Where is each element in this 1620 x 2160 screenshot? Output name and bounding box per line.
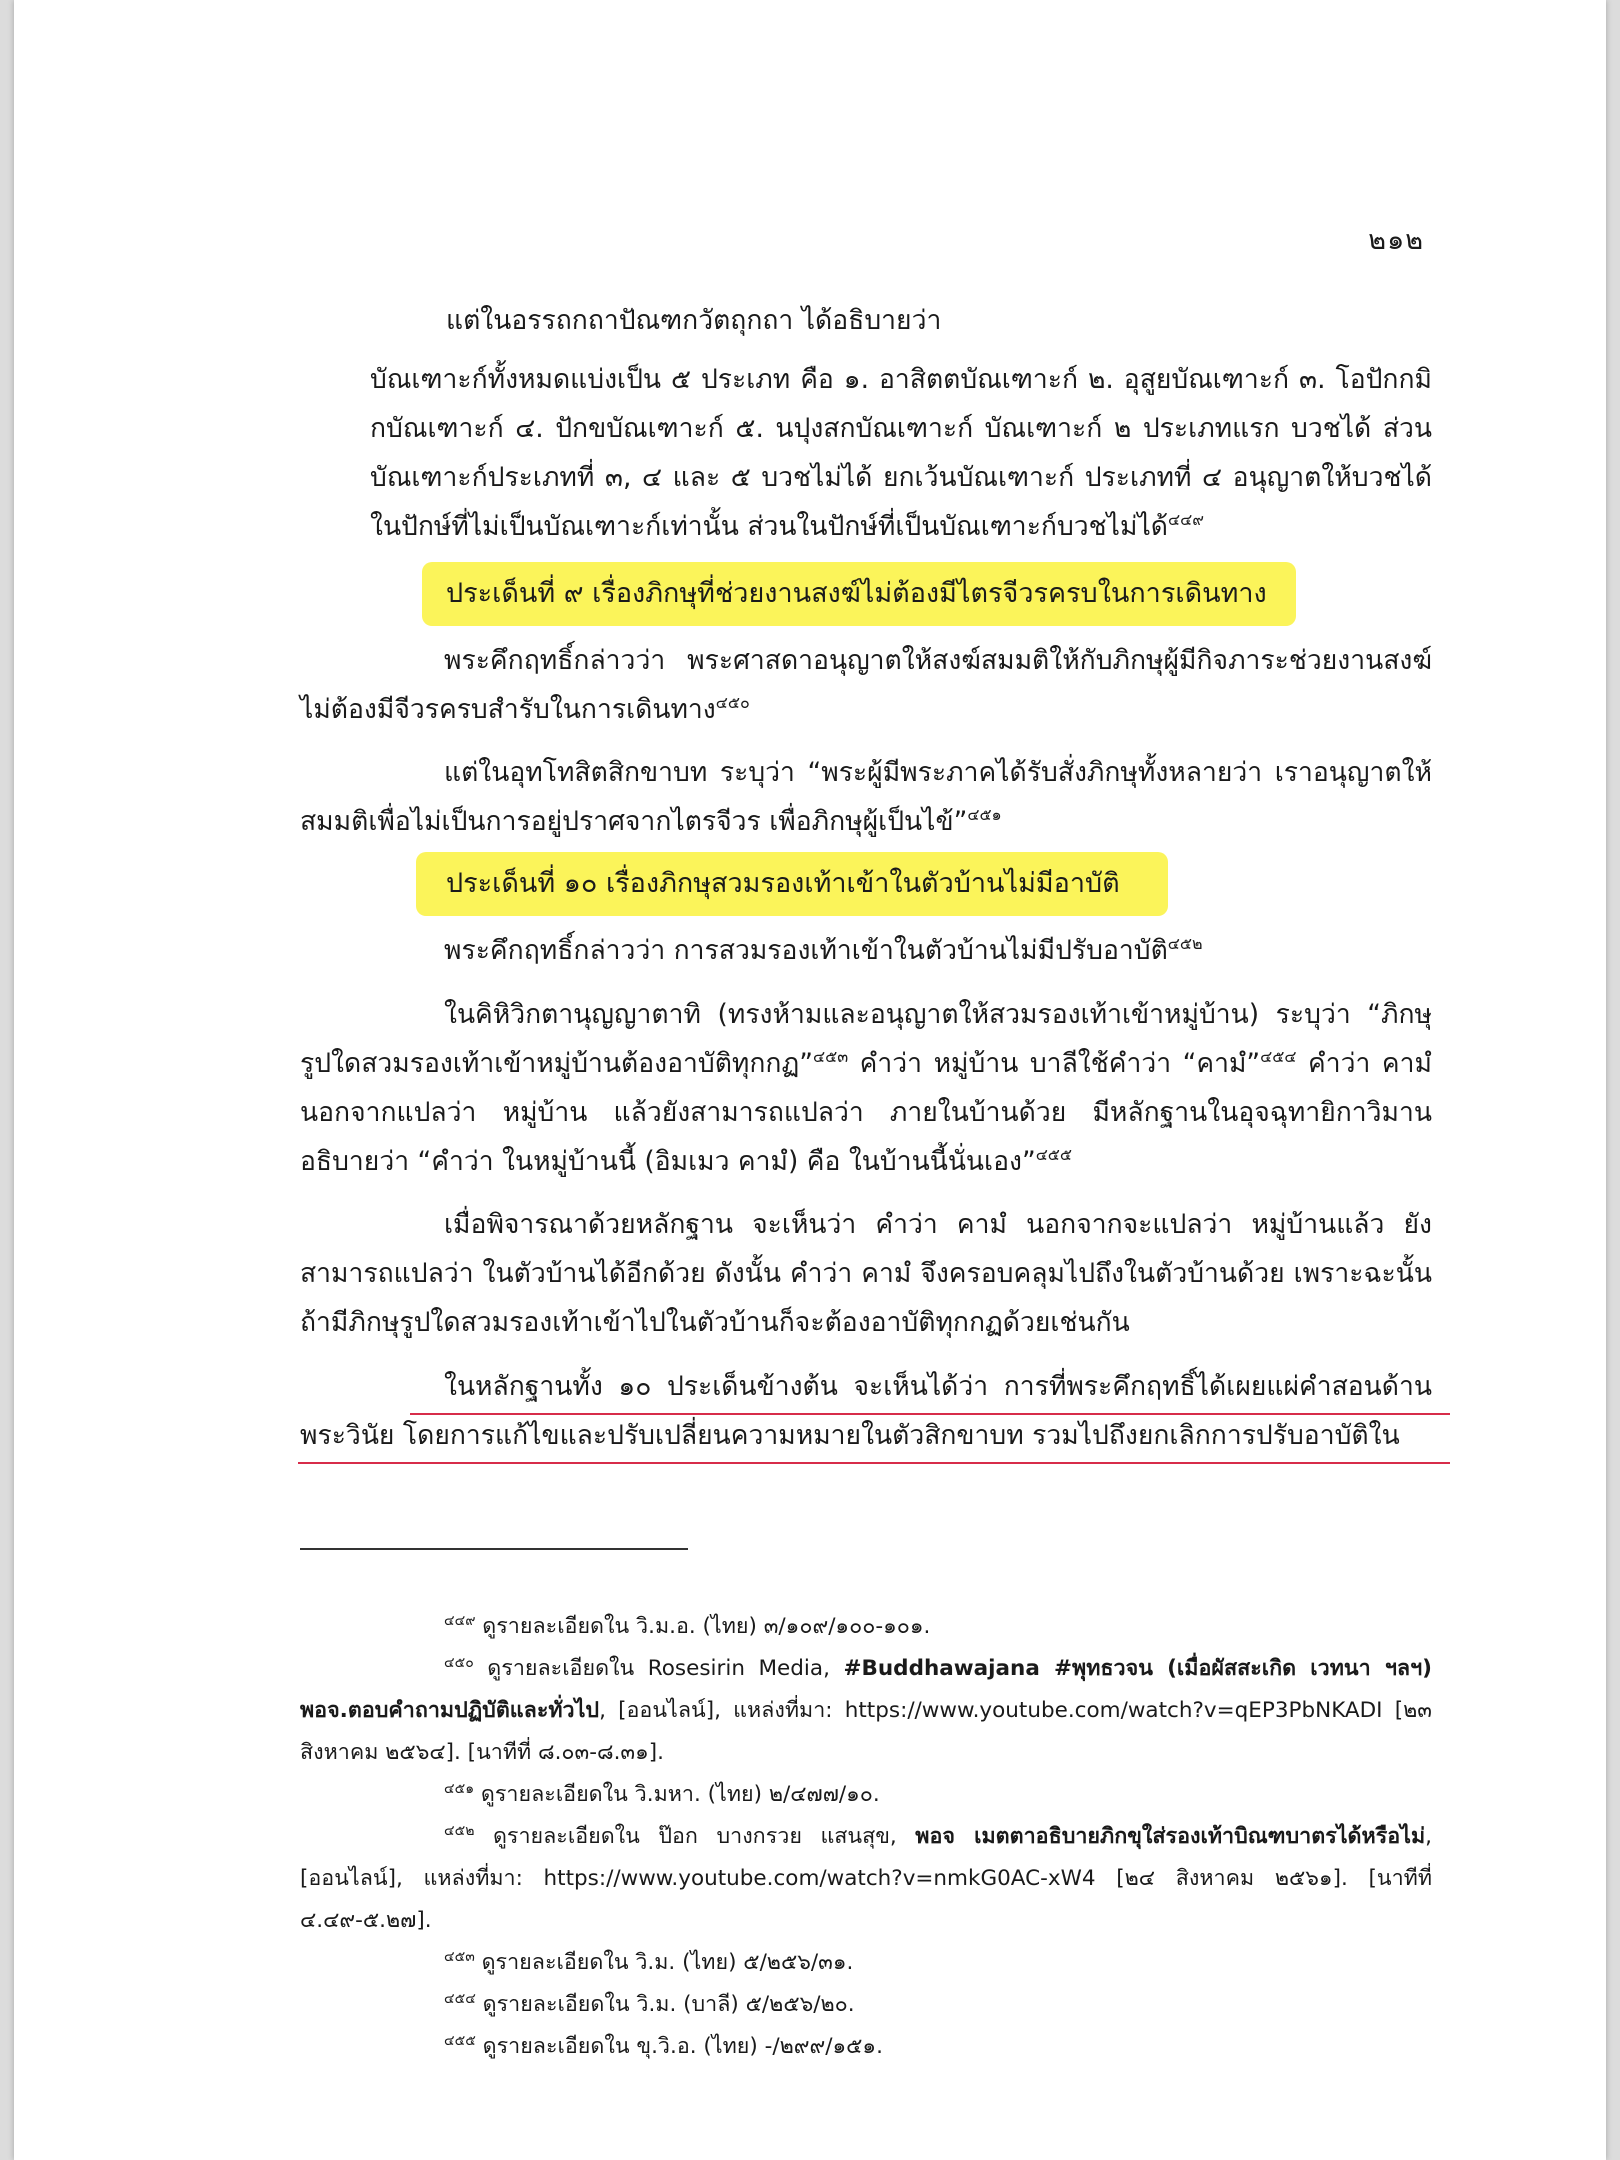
footnote-454: $^{๔๕๔}$ ดูรายละเอียดใน วิ.ม. (บาลี) ๕/๒๕๖/๒๐. [444,1990,855,2017]
footnote-ref-455[interactable]: ๔๕๕ [1035,1145,1073,1165]
paragraph-blockquote: บัณเฑาะก์ทั้งหมดแบ่งเป็น ๕ ประเภท คือ ๑. อาสิตตบัณเฑาะก์ ๒. อุสูยบัณเฑาะก์ ๓. โอปักกมิกบัณเฑาะก์ ๔. ปักขบัณเฑาะก์ ๕. นปุงสกบัณเฑาะก์ บัณเฑาะก์ ๒ ประเภทแรก บวชได้ ส่วนบัณเฑาะก์ประเภทที่ ๓, ๔ และ ๕ บวชไม่ได้ ยกเว้นบัณเฑาะก์ ประเภทที่ ๔ อนุญาตให้บวชได้ในปักษ์ที่ไม่เป็นบัณเฑาะก์เท่านั้น ส่วนในปักษ์ที่เป็นบัณเฑาะก์บวชไม่ได้$^{๔๔๙}$ [370,364,1432,542]
footnote-452: $^{๔๕๒}$ ดูรายละเอียดใน ป๊อก บางกรวย แสนสุข, พอจ เมตตาอธิบายภิกขุใส่รองเท้าบิณฑบาตรได้หรือไม่, [ออนไลน์], แหล่งที่มา: https://www.youtube.com/watch?v=nmkG0AC-xW4 [๒๔ สิงหาคม ๒๕๖๑]. [นาทีที่ ๔.๔๙-๕.๒๗]. [300,1822,1432,1933]
footnote-ref-449[interactable]: ๔๔๙ [1168,510,1204,530]
paragraph-conclusion: ในหลักฐานทั้ง ๑๐ ประเด็นข้างต้น จะเห็นได้ว่า การที่พระคึกฤทธิ์ได้เผยแผ่คำสอนด้านพระวินัย โดยการแก้ไขและปรับเปลี่ยนความหมายในตัวสิกขาบท รวมไปถึงยกเลิกการปรับอาบัติใน [300,1371,1432,1451]
footnote-453: $^{๔๕๓}$ ดูรายละเอียดใน วิ.ม. (ไทย) ๕/๒๕๖/๓๑. [444,1948,854,1975]
paragraph-claim-10: พระคึกฤทธิ์กล่าวว่า การสวมรองเท้าเข้าในตัวบ้านไม่มีปรับอาบัติ$^{๔๕๒}$ [444,934,1203,966]
document-page [14,0,1606,2160]
section-heading-9: ประเด็นที่ ๙ เรื่องภิกษุที่ช่วยงานสงฆ์ไม่ต้องมีไตรจีวรครบในการเดินทาง [446,578,1267,609]
footnote-ref-452[interactable]: ๔๕๒ [1167,934,1203,954]
footnote-separator [300,1548,688,1550]
footnote-ref-450[interactable]: ๔๕๐ [715,693,750,713]
paragraph-intro: แต่ในอรรถกถาปัณฑกวัตถุกถา ได้อธิบายว่า [446,305,942,336]
red-underline-1 [410,1413,1450,1415]
paragraph-consideration: เมื่อพิจารณาด้วยหลักฐาน จะเห็นว่า คำว่า คามํ นอกจากจะแปลว่า หมู่บ้านแล้ว ยังสามารถแปลว่า ในตัวบ้านได้อีกด้วย ดังนั้น คำว่า คามํ จึงครอบคลุมไปถึงในตัวบ้านด้วย เพราะฉะนั้น ถ้ามีภิกษุรูปใดสวมรองเท้าเข้าไปในตัวบ้านก็จะต้องอาบัติทุกกฏด้วยเช่นกัน [300,1209,1432,1338]
footnote-451: $^{๔๕๑}$ ดูรายละเอียดใน วิ.มหา. (ไทย) ๒/๔๗๗/๑๐. [444,1780,880,1807]
footnote-455: $^{๔๕๕}$ ดูรายละเอียดใน ขุ.วิ.อ. (ไทย) -/๒๙๙/๑๕๑. [444,2032,883,2059]
footnote-450: $^{๔๕๐}$ ดูรายละเอียดใน Rosesirin Media, #Buddhawajana #พุทธวจน (เมื่อผัสสะเกิด เวทนา ฯลฯ) พอจ.ตอบคำถามปฏิบัติและทั่วไป, [ออนไลน์], แหล่งที่มา: https://www.youtube.com/watch?v=qEP3PbNKADI [๒๓ สิงหาคม ๒๕๖๔]. [นาทีที่ ๘.๐๓-๘.๓๑]. [300,1654,1432,1765]
paragraph-evidence-9: แต่ในอุทโทสิตสิกขาบท ระบุว่า “พระผู้มีพระภาคได้รับสั่งภิกษุทั้งหลายว่า เราอนุญาตให้สมมติเพื่อไม่เป็นการอยู่ปราศจากไตรจีวร เพื่อภิกษุผู้เป็นไข้”$^{๔๕๑}$ [300,757,1432,837]
paragraph-evidence-10: ในคิหิวิกตานุญญาตาทิ (ทรงห้ามและอนุญาตให้สวมรองเท้าเข้าหมู่บ้าน) ระบุว่า “ภิกษุรูปใดสวมรองเท้าเข้าหมู่บ้านต้องอาบัติทุกกฏ”$^{๔๕๓}$ คำว่า หมู่บ้าน บาลีใช้คำว่า “คามํ”$^{๔๕๔}$ คำว่า คามํ นอกจากแปลว่า หมู่บ้าน แล้วยังสามารถแปลว่า ภายในบ้านด้วย มีหลักฐานในอุจฉุทายิกาวิมาน อธิบายว่า “คำว่า ในหมู่บ้านนี้ (อิมเมว คามํ) คือ ในบ้านนี้นั่นเอง”$^{๔๕๕}$ [300,999,1432,1177]
footnote-ref-451[interactable]: ๔๕๑ [967,805,1002,825]
section-heading-10: ประเด็นที่ ๑๐ เรื่องภิกษุสวมรองเท้าเข้าในตัวบ้านไม่มีอาบัติ [446,868,1120,899]
footnote-ref-454[interactable]: ๔๕๔ [1260,1047,1297,1067]
page-number: ๒๑๒ [1368,225,1424,256]
footnote-449: $^{๔๔๙}$ ดูรายละเอียดใน วิ.ม.อ. (ไทย) ๓/๑๐๙/๑๐๐-๑๐๑. [444,1612,931,1639]
paragraph-claim-9: พระคึกฤทธิ์กล่าวว่า พระศาสดาอนุญาตให้สงฆ์สมมติให้กับภิกษุผู้มีกิจภาระช่วยงานสงฆ์ไม่ต้องมีจีวรครบสำรับในการเดินทาง$^{๔๕๐}$ [300,645,1432,725]
footnote-ref-453[interactable]: ๔๕๓ [813,1047,849,1067]
red-underline-2 [298,1462,1450,1464]
